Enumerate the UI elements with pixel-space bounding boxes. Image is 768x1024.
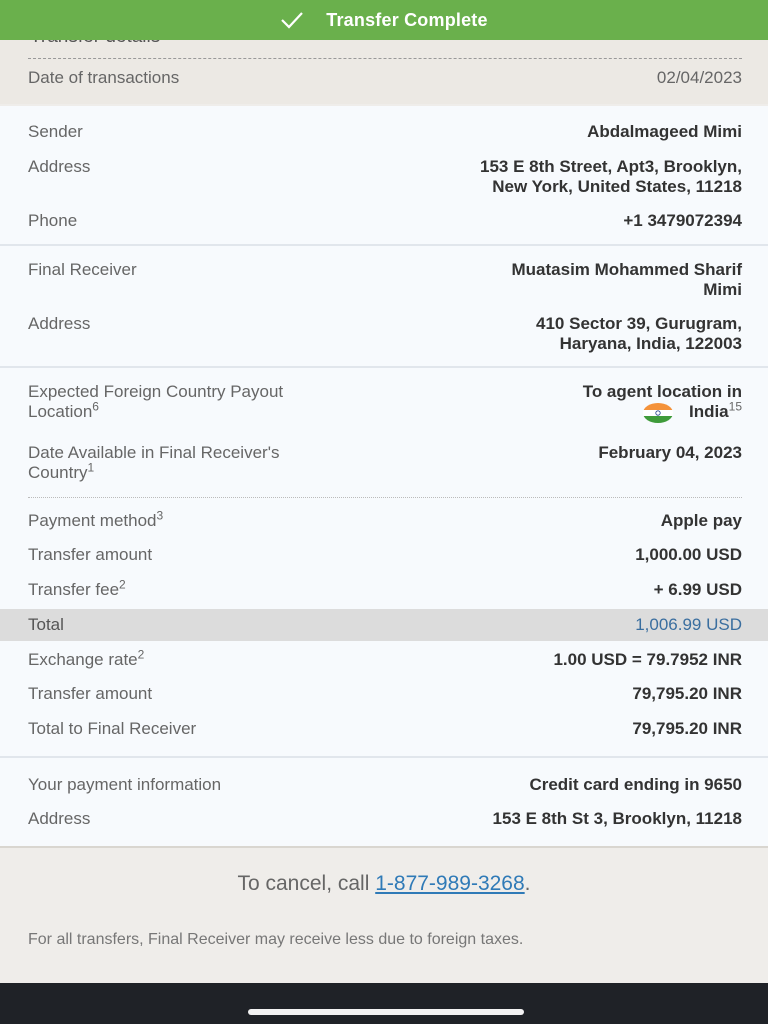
- payout-country: India: [688, 402, 729, 421]
- system-navigation-bar: [0, 983, 768, 1024]
- sender-label: Sender: [28, 122, 83, 141]
- transfer-fee-value: + 6.99 USD: [653, 580, 742, 599]
- transfer-amount-row: [28, 545, 742, 565]
- available-date-value: February 04, 2023: [598, 443, 742, 462]
- receiver-total-label: Total to Final Receiver: [28, 719, 197, 738]
- sender-address-row: [28, 157, 742, 197]
- cancel-suffix: .: [524, 872, 531, 895]
- payment-method-label: Payment method$^3$: [28, 508, 164, 530]
- payment-method-row: [28, 508, 742, 531]
- divider: [0, 846, 768, 848]
- cancel-phone-link[interactable]: 1-877-989-3268: [375, 872, 525, 895]
- date-row: [28, 68, 742, 88]
- your-payment-value: Credit card ending in 9650: [529, 775, 742, 794]
- your-payment-label: Your payment information: [28, 775, 222, 794]
- sender-address-line1: 153 E 8th Street, Apt3, Brooklyn,: [480, 157, 742, 176]
- transfer-complete-banner: [0, 0, 768, 40]
- transfer-amount-inr-row: [28, 684, 742, 704]
- available-date-row: [28, 443, 742, 483]
- payout-location-label: [28, 382, 283, 423]
- exchange-rate-row: [28, 647, 742, 670]
- sender-address-value: [480, 157, 742, 197]
- cancel-prefix: To cancel, call: [237, 872, 376, 895]
- sender-name: Abdalmageed Mimi: [587, 122, 742, 141]
- receiver-address-line1: 410 Sector 39, Gurugram,: [536, 314, 742, 333]
- receiver-total-value: 79,795.20 INR: [632, 719, 742, 738]
- available-date-label: [28, 443, 279, 483]
- transfer-amount-inr-value: 79,795.20 INR: [632, 684, 742, 703]
- sender-phone-row: [28, 211, 742, 231]
- total-row: [28, 615, 742, 635]
- payout-location-value: [583, 382, 742, 423]
- receiver-address-label: Address: [28, 314, 91, 333]
- receiver-total-row: [28, 719, 742, 739]
- payout-location-row: [28, 382, 742, 423]
- transfer-amount-inr-label: Transfer amount: [28, 684, 153, 703]
- transfer-amount-value: 1,000.00 USD: [635, 545, 742, 564]
- sender-phone-value: +1 3479072394: [623, 211, 742, 230]
- divider: [28, 58, 742, 59]
- receiver-row: [28, 260, 742, 300]
- payout-location-line1: To agent location in: [582, 382, 742, 401]
- available-date-label-line2: Country: [28, 463, 88, 482]
- your-payment-address-row: [28, 809, 742, 829]
- footnote-marker: 1: [87, 460, 95, 475]
- your-payment-row: [28, 775, 742, 795]
- footnote-marker: 3: [156, 508, 164, 523]
- sender-phone-label: Phone: [28, 211, 78, 230]
- footnote-marker: 2: [119, 577, 126, 592]
- date-value: 02/04/2023: [656, 68, 742, 87]
- available-date-label-line1: Date Available in Final Receiver's: [28, 443, 280, 462]
- receiver-address-value: [536, 314, 742, 354]
- receiver-name: [512, 260, 743, 300]
- cancel-instructions: [0, 872, 768, 896]
- receiver-label: Final Receiver: [28, 260, 137, 279]
- receiver-name-line2: Mimi: [703, 280, 742, 299]
- home-indicator[interactable]: [248, 1009, 524, 1015]
- footnote-marker: 15: [728, 399, 742, 414]
- exchange-rate-label: Exchange rate$^2$: [28, 647, 145, 669]
- transfer-amount-label: Transfer amount: [28, 545, 153, 564]
- receiver-name-line1: Muatasim Mohammed Sharif: [511, 260, 742, 279]
- payout-location-label-line1: Expected Foreign Country Payout: [28, 382, 284, 401]
- date-label: Date of transactions: [28, 68, 180, 87]
- foreign-taxes-note: For all transfers, Final Receiver may receive less due to foreign taxes.: [28, 931, 524, 948]
- your-payment-address-label: Address: [28, 809, 91, 828]
- footnote-marker: 6: [92, 399, 99, 414]
- your-payment-card: [0, 758, 768, 846]
- receiver-address-row: [28, 314, 742, 354]
- total-label: Total: [28, 615, 64, 634]
- exchange-rate-value: 1.00 USD = 79.7952 INR: [553, 650, 742, 669]
- divider: [28, 497, 742, 498]
- banner-title: Transfer Complete: [326, 9, 488, 30]
- transfer-fee-row: [28, 577, 742, 600]
- sender-address-line2: New York, United States, 11218: [492, 177, 742, 196]
- india-flag-icon: [643, 403, 673, 423]
- receiver-address-line2: Haryana, India, 122003: [559, 334, 742, 353]
- payment-method-value: Apple pay: [660, 511, 742, 530]
- sender-address-label: Address: [28, 157, 91, 176]
- payout-location-label-line2: Location: [28, 402, 93, 421]
- sender-row: [28, 122, 742, 142]
- footnote-marker: 2: [137, 647, 145, 662]
- total-value: 1,006.99 USD: [635, 615, 742, 634]
- your-payment-address-value: 153 E 8th St 3, Brooklyn, 11218: [492, 809, 742, 828]
- transfer-fee-label: Transfer fee$^2$: [28, 577, 126, 599]
- checkmark-icon: [280, 11, 304, 29]
